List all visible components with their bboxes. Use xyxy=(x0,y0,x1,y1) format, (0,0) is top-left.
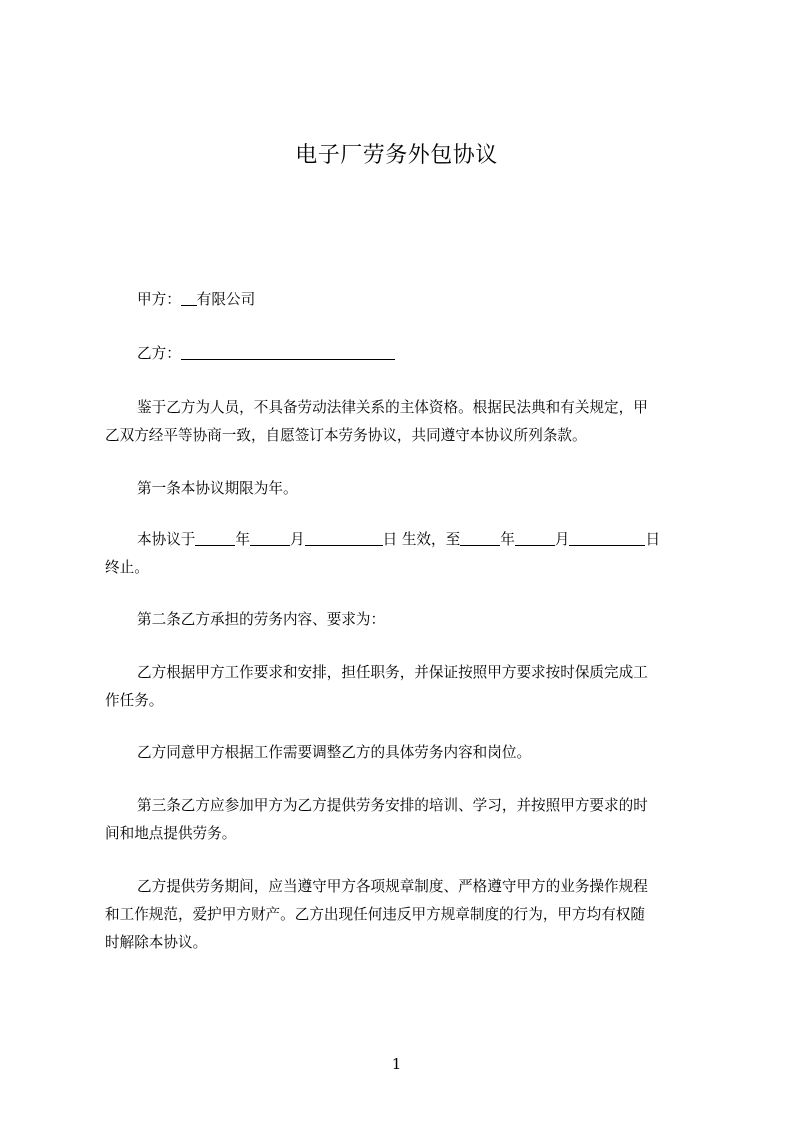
party-a-line xyxy=(137,286,255,314)
start-day-blank xyxy=(305,529,383,546)
party-a-blank xyxy=(181,289,197,306)
party-b-line xyxy=(137,340,395,368)
end-year-blank xyxy=(460,529,500,546)
party-b-blank xyxy=(181,343,395,360)
intro-line-1: 鉴于乙方为人员，不具备劳动法律关系的主体资格。根据民法典和有关规定，甲 xyxy=(137,399,648,416)
duty-line-2: 作任务。 xyxy=(105,692,164,709)
term-prefix: 本协议于 xyxy=(137,531,196,548)
intro-paragraph xyxy=(105,394,648,450)
duty-line-1: 乙方根据甲方工作要求和安排，担任职务，并保证按照甲方要求按时保质完成工 xyxy=(137,664,648,681)
term-line-1 xyxy=(137,526,660,554)
term-month-label: 月 xyxy=(290,531,305,548)
rules-line-2: 和工作规范，爱护甲方财产。乙方出现任何违反甲方规章制度的行为，甲方均有权随 xyxy=(105,906,645,923)
adjust-paragraph: 乙方同意甲方根据工作需要调整乙方的具体劳务内容和岗位。 xyxy=(137,744,532,761)
rules-line-3: 时解除本协议。 xyxy=(105,934,208,951)
start-year-blank xyxy=(195,529,235,546)
term-end-day-label: 日 xyxy=(645,531,661,548)
party-a-value: 有限公司 xyxy=(196,291,256,308)
end-month-blank xyxy=(515,529,555,546)
term-year-label-2: 年 xyxy=(500,531,515,548)
article-2: 第二条乙方承担的劳务内容、要求为： xyxy=(137,611,386,628)
term-line-2: 终止。 xyxy=(105,559,149,576)
article-3 xyxy=(105,792,648,848)
party-b-label: 乙方： xyxy=(137,345,181,362)
start-month-blank xyxy=(250,529,290,546)
rules-paragraph xyxy=(105,873,648,957)
term-paragraph xyxy=(105,526,661,582)
rules-line-1: 乙方提供劳务期间，应当遵守甲方各项规章制度、严格遵守甲方的业务操作规程 xyxy=(137,878,648,895)
term-month-label-2: 月 xyxy=(554,531,570,548)
term-year-label: 年 xyxy=(235,531,250,548)
party-a-label: 甲方： xyxy=(137,291,181,308)
article-1: 第一条本协议期限为年。 xyxy=(137,480,298,497)
intro-line-2: 乙双方经平等协商一致，自愿签订本劳务协议，共同遵守本协议所列条款。 xyxy=(105,427,587,444)
term-effective-label: 日 生效，至 xyxy=(382,531,461,548)
end-day-blank xyxy=(569,529,645,546)
page-number: 1 xyxy=(391,1055,402,1073)
document-title: 电子厂劳务外包协议 xyxy=(295,143,498,168)
duty-paragraph xyxy=(105,659,648,715)
article-3-line-2: 间和地点提供劳务。 xyxy=(105,825,237,842)
article-3-line-1: 第三条乙方应参加甲方为乙方提供劳务安排的培训、学习，并按照甲方要求的时 xyxy=(137,797,648,814)
